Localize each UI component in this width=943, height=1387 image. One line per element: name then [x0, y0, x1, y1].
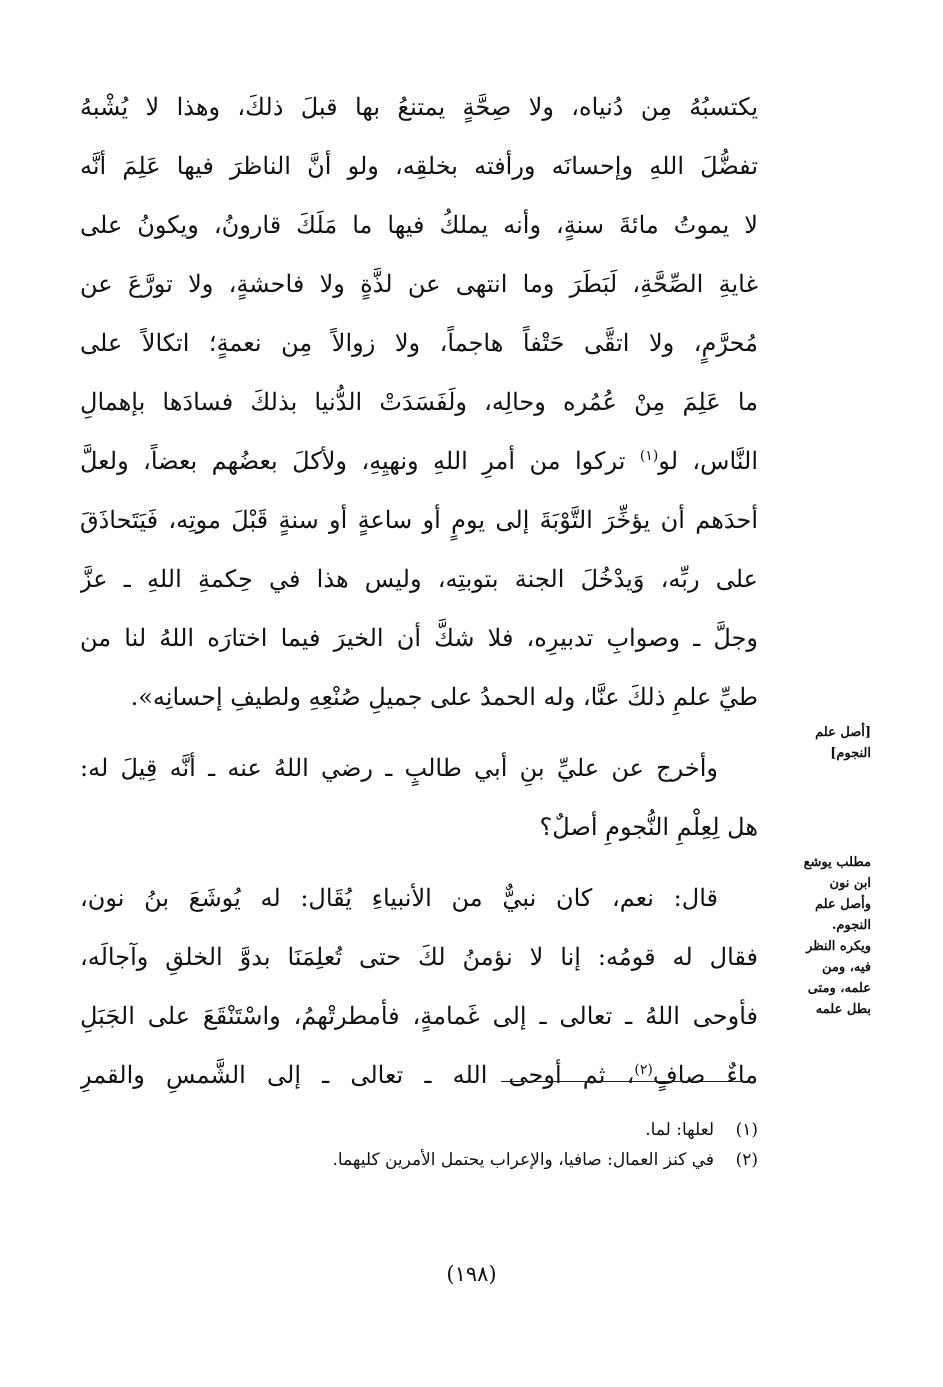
text-line: أحدَهم أن يؤخِّرَ التَّوْبَةَ إلى يومٍ أو ساعةٍ أو سنةٍ قَبْلَ موتِه، فَيَتَحاذَقَ: [80, 506, 758, 534]
text-line: فقال له قومُه: إنا لا نؤمنُ لكَ حتى تُعلِمَنَا بدوَّ الخلقِ وآجالَه،: [80, 943, 758, 971]
margin-note-yusha: [781, 852, 871, 1020]
margin-note-line: علمه، ومتى: [807, 981, 871, 996]
text-segment: تركوا من أمرِ اللهِ ونهيِهِ، ولأكلَ بعضُهم بعضاً، ولعلَّ: [80, 447, 640, 475]
footnote-ref-2[interactable]: (٢): [634, 1062, 653, 1078]
text-line: طيِّ علمِ ذلكَ عنَّا، وله الحمدُ على جميلِ صُنْعِهِ ولطيفِ إحسانِه».: [130, 683, 758, 711]
footnotes: [80, 1115, 758, 1175]
text-line: فأوحى اللهُ ـ تعالى ـ إلى غَمامةٍ، فأمطرتْهمُ، واسْتَنْقَعَ على الجَبَلِ: [80, 1002, 758, 1030]
text-line: على ربِّه، وَيدْخُلَ الجنة بتوبتِه، وليس هذا في حِكمةِ اللهِ ـ عزَّ: [80, 565, 758, 593]
footnote-text: في كنز العمال: صافيا، والإعراب يحتمل الأمرين كليهما.: [332, 1150, 714, 1170]
margin-note-line: ابن نون: [829, 876, 871, 891]
text-line: غايةِ الصِّحَّةِ، لَبَطَرَ وما انتهى عن لذَّةٍ ولا فاحشةٍ، ولا تورَّعَ عن: [80, 270, 758, 298]
footnote-2: [80, 1145, 758, 1175]
text-line: هل لِعِلْمِ النُّجومِ أصلٌ؟: [539, 813, 758, 841]
text-line: [80, 1046, 758, 1105]
footnote-divider: [501, 1081, 751, 1082]
text-segment: ماءٌ صافٍ: [652, 1061, 758, 1089]
margin-note-line: ويكره النظر: [806, 939, 871, 954]
margin-note-line: النجوم]: [830, 746, 871, 761]
paragraph-gap: [80, 727, 758, 739]
text-line: لا يموتُ مائةَ سنةٍ، وأنه يملكُ فيها ما مَلَكَ قارونُ، ويكونُ على: [80, 211, 758, 239]
text-segment: ، ثم أوحى الله ـ تعالى ـ إلى الشَّمسِ والقمرِ: [80, 1061, 635, 1089]
footnote-number: (٢): [735, 1150, 758, 1170]
text-line: ما عَلِمَ مِنْ عُمُره وحالِه، ولَفَسَدَتْ الدُّنيا بذلكَ فسادَها بإهمالِ: [80, 388, 758, 416]
margin-note-line: [أصل علم: [815, 725, 871, 740]
margin-note-astrology-origin: [781, 722, 871, 764]
footnote-ref-1[interactable]: (١): [639, 448, 659, 464]
text-segment: النَّاس، لو: [658, 447, 758, 475]
text-line: [80, 432, 758, 491]
text-line: وجلَّ ـ وصوابِ تدبيرِه، فلا شكَّ أن الخيرَ فيما اختارَه اللهُ لنا من: [80, 624, 758, 652]
text-line: يكتسبُهُ مِن دُنياه، ولا صِحَّةٍ يمتنعُ بها قبلَ ذلكَ، وهذا لا يُشْبهُ: [80, 93, 758, 121]
main-text: [80, 78, 758, 1105]
margin-note-line: مطلب يوشع: [803, 855, 871, 870]
text-line: وأخرج عن عليِّ بنِ أبي طالبٍ ـ رضي اللهُ عنه ـ أنَّه قِيلَ له:: [80, 754, 718, 782]
footnote-1: [80, 1115, 758, 1145]
margin-note-line: وأصل علم: [814, 897, 871, 912]
footnote-number: (١): [735, 1120, 758, 1140]
text-line: مُحرَّمٍ، ولا اتقَّى حَتْفاً هاجماً، ولا زوالاً مِن نعمةٍ؛ اتكالاً على: [80, 329, 758, 357]
margin-note-line: النجوم.: [831, 918, 871, 933]
text-line: تفضُّلَ اللهِ وإحسانَه ورأفته بخلقِه، ولو أنَّ الناظرَ فيها عَلِمَ أنَّه: [80, 152, 758, 180]
text-line: قال: نعم، كان نبيٌّ من الأنبياءِ يُقَال: له يُوشَعَ بنُ نون،: [80, 884, 718, 912]
paragraph-gap: [80, 857, 758, 869]
margin-note-line: فيه، ومن: [822, 960, 871, 975]
margin-note-line: بطل علمه: [815, 1002, 871, 1017]
footnote-text: لعلها: لما.: [645, 1120, 714, 1140]
page-number: (١٩٨): [446, 1262, 497, 1286]
